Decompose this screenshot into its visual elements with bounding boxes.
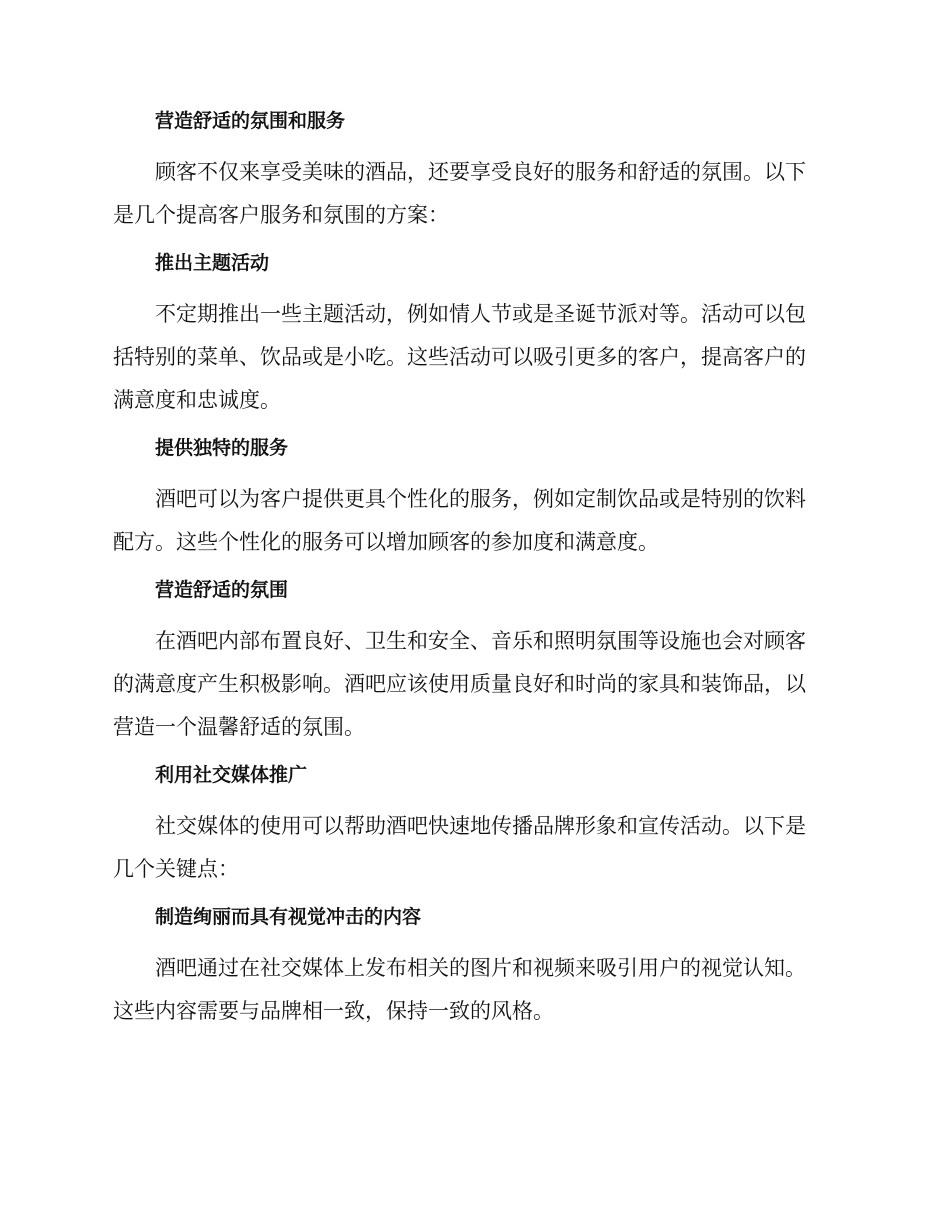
document-page bbox=[113, 108, 833, 1033]
paragraph bbox=[113, 947, 833, 1033]
paragraph bbox=[113, 478, 833, 564]
section-heading: 推出主题活动 bbox=[155, 252, 270, 274]
paragraph-line: 在酒吧内部布置良好、卫生和安全、音乐和照明氛围等设施也会对顾客 bbox=[155, 629, 806, 653]
section-heading: 利用社交媒体推广 bbox=[155, 764, 308, 786]
section-heading: 营造舒适的氛围和服务 bbox=[155, 110, 346, 132]
paragraph bbox=[113, 293, 833, 422]
paragraph-line: 的满意度产生积极影响。酒吧应该使用质量良好和时尚的家具和装饰品，以 bbox=[113, 672, 806, 696]
paragraph-line: 这些内容需要与品牌相一致，保持一致的风格。 bbox=[113, 999, 554, 1023]
paragraph-line: 酒吧可以为客户提供更具个性化的服务，例如定制饮品或是特别的饮料 bbox=[155, 487, 806, 511]
paragraph bbox=[113, 805, 833, 891]
paragraph-line: 酒吧通过在社交媒体上发布相关的图片和视频来吸引用户的视觉认知。 bbox=[155, 956, 806, 980]
paragraph-line: 配方。这些个性化的服务可以增加顾客的参加度和满意度。 bbox=[113, 530, 659, 554]
section-heading: 营造舒适的氛围 bbox=[155, 579, 289, 601]
paragraph bbox=[113, 620, 833, 749]
paragraph-line: 社交媒体的使用可以帮助酒吧快速地传播品牌形象和宣传活动。以下是 bbox=[155, 814, 806, 838]
paragraph bbox=[113, 151, 833, 237]
paragraph-line: 营造一个温馨舒适的氛围。 bbox=[113, 715, 365, 739]
paragraph-line: 满意度和忠诚度。 bbox=[113, 388, 281, 412]
paragraph-line: 括特别的菜单、饮品或是小吃。这些活动可以吸引更多的客户，提高客户的 bbox=[113, 345, 806, 369]
section-heading: 提供独特的服务 bbox=[155, 437, 289, 459]
paragraph-line: 顾客不仅来享受美味的酒品，还要享受良好的服务和舒适的氛围。以下 bbox=[155, 160, 806, 184]
paragraph-line: 不定期推出一些主题活动，例如情人节或是圣诞节派对等。活动可以包 bbox=[155, 302, 806, 326]
paragraph-line: 是几个提高客户服务和氛围的方案： bbox=[113, 203, 449, 227]
section-heading: 制造绚丽而具有视觉冲击的内容 bbox=[155, 906, 422, 928]
paragraph-line: 几个关键点： bbox=[113, 857, 239, 881]
